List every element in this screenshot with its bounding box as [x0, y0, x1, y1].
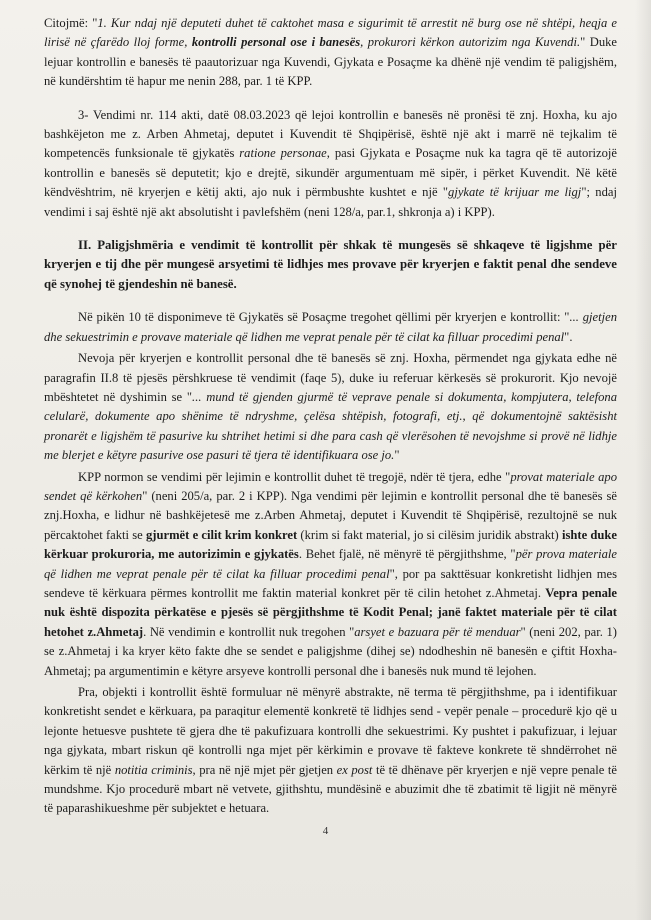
section-heading: II. Paligjshmëria e vendimit të kontrollit për shkak të mungesës së shkaqeve të ligjshme për kryerjen e tij dhe për mungesë arsyetimi të lidhjes mes provave për kryerjen e faktit penal dhe sendeve që synohej të gjendeshin në banesë.	[44, 238, 617, 291]
citation-quote-end: , prokurori kërkon autorizim nga Kuvendi.	[360, 35, 581, 50]
paragraph-5: Nevoja për kryerjen e kontrollit personal dhe të banesës së znj. Hoxha, përmendet nga gjykata edhe në paragrafin II.8 të pjesës përshkruese të vendimit (faqe 5), duke iu referuar kërkesës së prokurorit. Kjo nevojë mbështetet në dyshimin se "... mund të gjenden gjurmë të veprave penale si dokumenta, kompjutera, telefona celularë, dokumente apo shënime të ndryshme, çelësa shtëpish, fotografi, etj., që dokumentojnë saktësisht pronarët e ligjshëm të pasurive ku shtrihet hetimi si dhe para cash që vlerësohen të nevojshme si provë në lidhje me blerjet e këtyre pasurive ose pasuri të tjera të identifikuara ose jo."	[44, 351, 617, 463]
paragraph-3: 3- Vendimi nr. 114 akti, datë 08.03.2023 që lejoi kontrollin e banesës në pronësi të znj. Hoxha, ku ajo bashkëjeton me z. Arben Ahmetaj, deputet i Kuvendit të Shqipërisë, është një akt i marrë në tejkalim të kompetencës funksionale të gjykatës ratione personae, pasi Gjykata e Posaçme nuk ka tagra që të autorizojë kontrollin e banesës së deputetit; kjo e drejtë, sikundër argumentuam më sipër, i përket Kuvendit. Në këtë këndvështrim, në kryerjen e këtij akti, ajo nuk i përmbushte kushtet e një "gjykate të krijuar me ligj"; ndaj vendimi i saj është një akt absolutisht i pavlefshëm (neni 128/a, par.1, shkronja a) i KPP).	[44, 107, 617, 219]
citation-quote: 1. Kur ndaj një deputeti duhet të caktohet masa e sigurimit të arrestit në burg ose në shtëpi, heqja e lirisë në çfarëdo lloj forme,	[44, 16, 617, 50]
citation-paragraph: Citojmë: "1. Kur ndaj një deputeti duhet të caktohet masa e sigurimit të arrestit në burg ose në shtëpi, heqja e lirisë në çfarëdo lloj forme, kontrolli personal ose i banesës, prokurori kërkon autorizim nga Kuvendi." Duke lejuar kontrollin e banesës të paautorizuar nga Kuvendi, Gjykata e Posaçme ka dhënë një vendim të paligjshëm, në kundërshtim të hapur me nenin 288, par. 1 të KPP.	[44, 16, 617, 89]
paragraph-7: Pra, objekti i kontrollit është formuluar në mënyrë abstrakte, në terma të përgjithshme, pa i identifikuar konkretisht sendet e kërkuara, pa paraqitur elementë konkretë të lidhjes send - vepër penale – procedurë kjo që u lejonte hetuesve pushtete të gjera dhe të pakufizuara kontrolli dhe sekuestrimi. Ky pushtet i pakufizuar, i lejuar nga gjykata, mbart riskun që kontrolli nga mjet për kërkimin e provave të fakteve konkrete të shndërrohet në kërkim të një notitia criminis, pra në një mjet për gjetjen ex post të të dhënave për kryerjen e një vepre penale të mundshme. Kjo procedurë mbart në vetvete, gjithshtu, mundësinë e abuzimit dhe të zbatimit të ligjit në mënyrë të paparashikueshme për subjektet e hetuara.	[44, 685, 617, 816]
page-number: 4	[322, 825, 329, 837]
citation-bold: kontrolli personal ose i banesës	[191, 35, 361, 50]
paragraph-4: Në pikën 10 të disponimeve të Gjykatës së Posaçme tregohet qëllimi për kryerjen e kontrollit: "... gjetjen dhe sekuestrimin e provave materiale që lidhen me veprat penale për të cilat ka filluar procedimi penal".	[44, 310, 617, 344]
citation-rest: " Duke lejuar kontrollin e banesës të paautorizuar nga Kuvendi, Gjykata e Posaçme ka dhënë një vendim të paligjshëm, në kundërshtim të hapur me nenin 288, par. 1 të KPP.	[44, 35, 617, 89]
paragraph-6: KPP normon se vendimi për lejimin e kontrollit duhet të tregojë, ndër të tjera, edhe "provat materiale apo sendet që kërkohen" (neni 205/a, par. 2 i KPP). Nga vendimi për lejimin e kontrollit personal dhe të banesës së znj.Hoxha, e lidhur në bashkëjetesë me z.Arben Ahmetaj, deputet i Kuvendit të Shqipërisë, rezultojnë se nuk përcaktohet fakti se gjurmët e cilit krim konkret (krim si fakt material, jo si cilësim juridik abstrakt) ishte duke kërkuar prokuroria, me autorizimin e gjykatës. Behet fjalë, në mënyrë të përgjithshme, "për prova materiale që lidhen me veprat penale për të cilat ka filluar procedimi penal", por pa sakttësuar konkretisht lidhjen mes sendeve të kërkuara përmes kontrollit me faktin material konkret për të cilin hetohet z.Ahmetaj. Vepra penale nuk është dispozita përkatëse e pjesës së përgjithshme të Kodit Penal; janë faktet materiale për të cilat hetohet z.Ahmetaj. Në vendimin e kontrollit nuk tregohen "arsyet e bazuara për të menduar" (neni 202, par. 1) se z.Ahmetaj i ka kryer këto fakte dhe se sendet e paligjshme (dihej se) ndodheshin në banesën e çiftit Hoxha-Ahmetaj; pa argumentimin e këtyre arsyeve kontrolli personal dhe i banesës nuk mund të lejohen.	[44, 469, 618, 678]
page-edge-shadow	[635, 0, 651, 920]
